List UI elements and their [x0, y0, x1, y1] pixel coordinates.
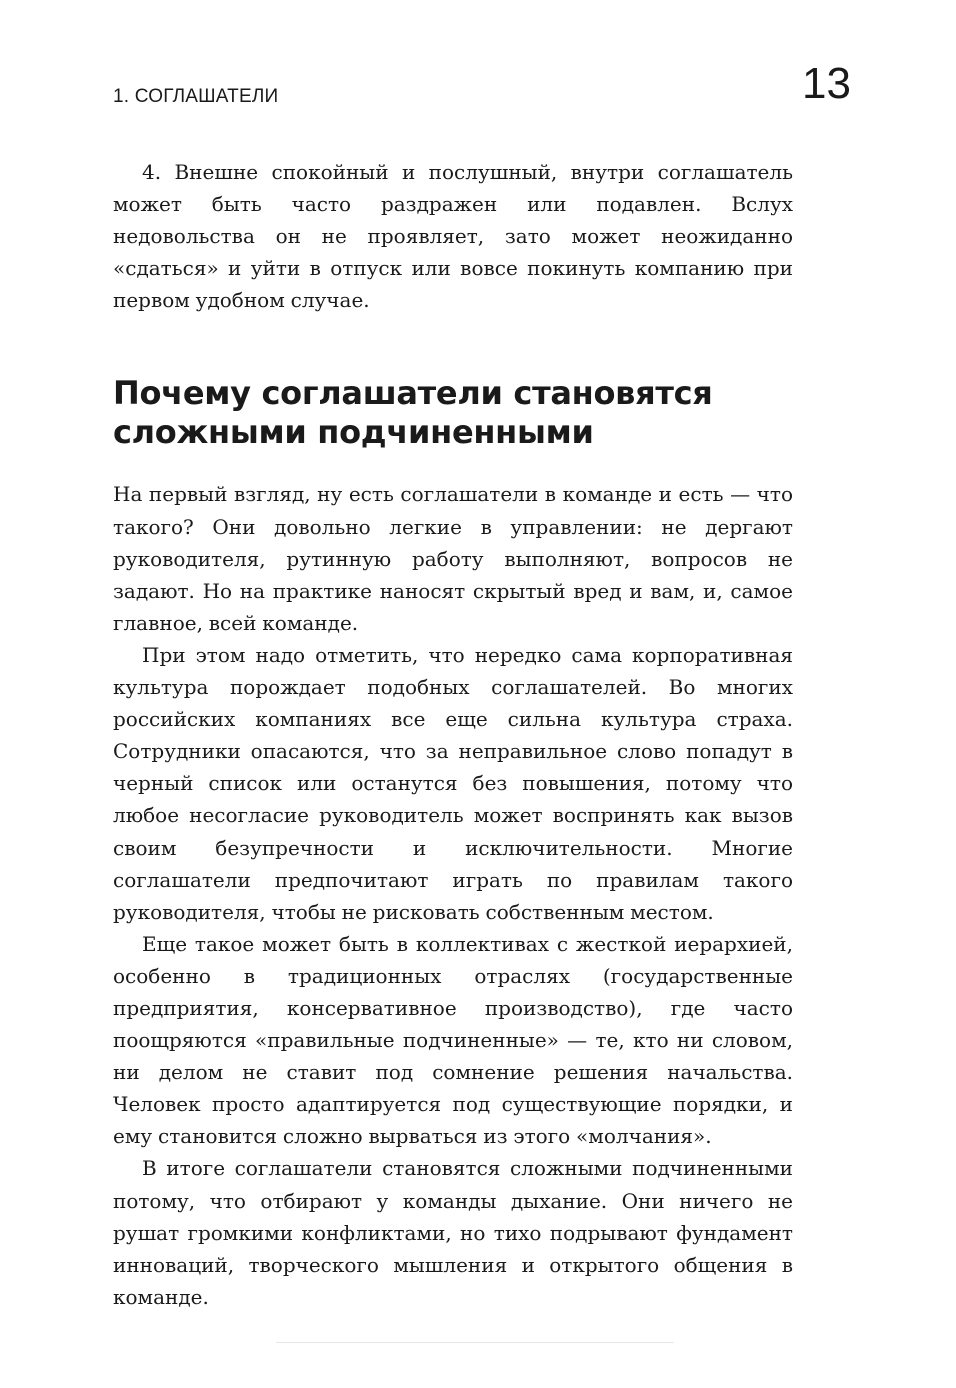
- body-paragraph: При этом надо отметить, что нередко сама корпоративная культура порождает подобных соглашателей. Во многих российских компаниях все еще сильна культура страха. Сотрудники опасаются, что за неправильное слово попадут в черный список или останутся без повышения, потому что любое несогласие руководитель может воспринять как вызов своим безупречности и исключительности. Многие соглашатели предпочитают играть по правилам такого руководителя, чтобы не рисковать собственным местом.: [113, 642, 793, 924]
- body-paragraph: На первый взгляд, ну есть соглашатели в команде и есть — что такого? Они довольно легкие в управлении: не дергают руководителя, рутинную работу выполняют, вопросов не задают. Но на практике наносят скрытый вред и вам, и, самое главное, всей команде.: [113, 482, 793, 635]
- running-head-chapter-title: 1. СОГЛАШАТЕЛИ: [113, 86, 279, 107]
- section-heading: Почему соглашатели становятся сложными подчиненными: [113, 374, 713, 452]
- intro-paragraph: 4. Внешне спокойный и послушный, внутри соглашатель может быть часто раздражен или подавлен. Вслух недовольства он не проявляет, зато может неожиданно «сдаться» и уйти в отпуск или вовсе покинуть компанию при первом удобном случае.: [113, 160, 793, 313]
- footer-divider: [276, 1342, 674, 1343]
- body-paragraph: В итоге соглашатели становятся сложными подчиненными потому, что отбирают у команды дыхание. Они ничего не рушат громкими конфликтами, но тихо подрывают фундамент инноваций, творческого мышления и открытого общения в команде.: [113, 1156, 793, 1309]
- page-number: 13: [802, 59, 851, 108]
- body-paragraph: Еще такое может быть в коллективах с жесткой иерархией, особенно в традиционных отраслях (государственные предприятия, консервативное производство), где часто поощряются «правильные подчиненные» — те, кто ни словом, ни делом не ставит под сомнение решения начальства. Человек просто адаптируется под существующие порядки, и ему становится сложно вырваться из этого «молчания».: [113, 931, 793, 1149]
- page-body: [113, 156, 793, 1313]
